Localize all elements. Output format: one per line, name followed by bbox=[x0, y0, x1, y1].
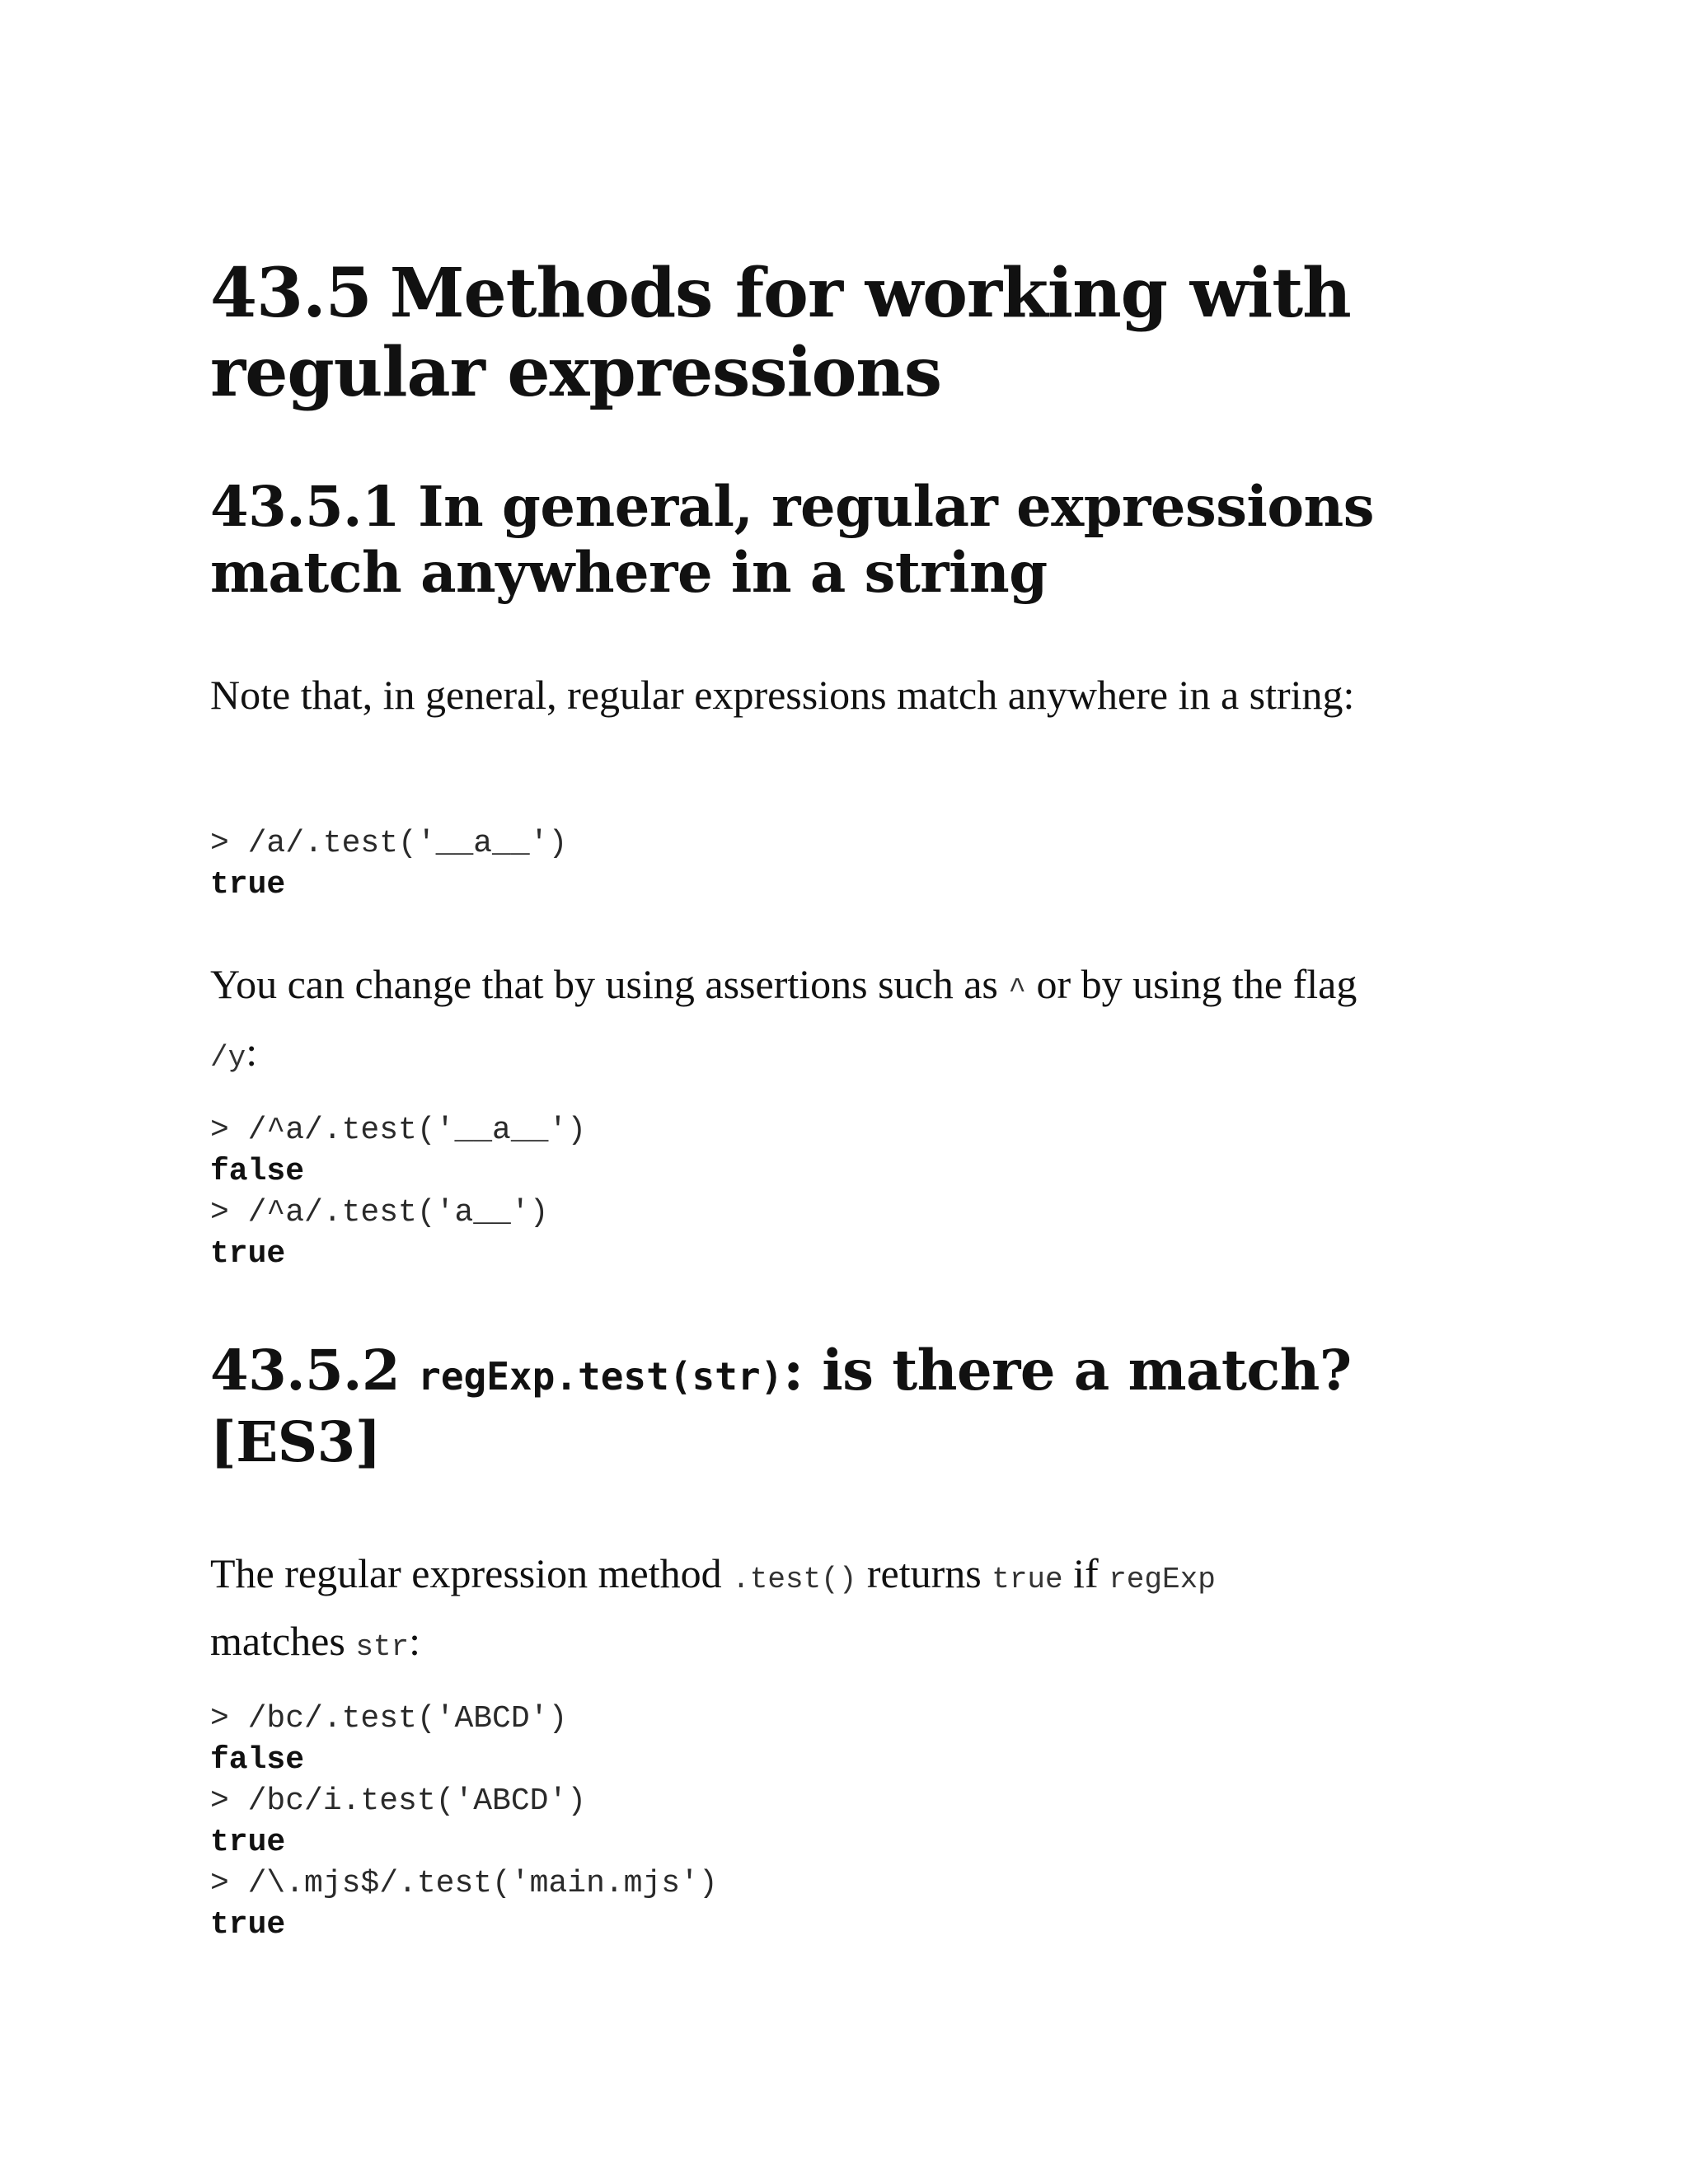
code-result: false bbox=[210, 1742, 305, 1778]
inline-code-caret: ^ bbox=[1008, 973, 1026, 1007]
code-result: false bbox=[210, 1154, 305, 1189]
subsection-2-title-rest: : is there a match? bbox=[783, 1338, 1352, 1403]
section-title-line2: regular expressions bbox=[210, 333, 942, 412]
paragraph-text: or by using the flag bbox=[1036, 961, 1357, 1007]
subsection-1-title-line2: match anywhere in a string bbox=[210, 540, 1048, 605]
subsection-2-title-code: regExp.test(str) bbox=[418, 1354, 784, 1399]
code-result: true bbox=[210, 1236, 286, 1272]
subsection-1-title-line1: In general, regular expressions bbox=[418, 474, 1374, 539]
code-line: > /bc/.test('ABCD') bbox=[210, 1701, 568, 1736]
section-number: 43.5 bbox=[210, 254, 372, 333]
code-block-2 bbox=[210, 1110, 586, 1275]
subsection-2-title-line2: [ES3] bbox=[210, 1409, 381, 1474]
code-line: > /^a/.test('__a__') bbox=[210, 1113, 587, 1148]
paragraph-match-anywhere: Note that, in general, regular expressions match anywhere in a string: bbox=[210, 672, 1355, 718]
paragraph-text: You can change that by using assertions such as bbox=[210, 961, 998, 1007]
subsection-2-number: 43.5.2 bbox=[210, 1338, 401, 1403]
paragraph-assertions bbox=[210, 954, 1496, 1089]
section-heading bbox=[210, 254, 1496, 412]
code-result: true bbox=[210, 867, 286, 902]
code-line: > /\.mjs$/.test('main.mjs') bbox=[210, 1866, 718, 1901]
paragraph-colon: : bbox=[246, 1029, 258, 1075]
code-line: > /a/.test('__a__') bbox=[210, 826, 568, 861]
inline-code-flag: /y bbox=[210, 1041, 246, 1075]
code-block-3 bbox=[210, 1699, 718, 1946]
paragraph-colon: : bbox=[409, 1618, 421, 1664]
code-line: > /bc/i.test('ABCD') bbox=[210, 1783, 587, 1819]
code-result: true bbox=[210, 1907, 286, 1943]
inline-code-test: .test() bbox=[732, 1563, 857, 1596]
paragraph-test-method bbox=[210, 1543, 1496, 1678]
inline-code-regexp: regExp bbox=[1109, 1563, 1216, 1596]
section-title-line1: Methods for working with bbox=[389, 254, 1351, 333]
paragraph-text: The regular expression method bbox=[210, 1550, 722, 1596]
inline-code-true: true bbox=[992, 1563, 1063, 1596]
subsection-heading-1 bbox=[210, 474, 1496, 606]
code-result: true bbox=[210, 1825, 286, 1860]
subsection-1-number: 43.5.1 bbox=[210, 474, 401, 539]
inline-code-str: str bbox=[355, 1630, 410, 1664]
subsection-heading-2 bbox=[210, 1338, 1496, 1475]
paragraph-text: if bbox=[1073, 1550, 1099, 1596]
code-line: > /^a/.test('a__') bbox=[210, 1195, 549, 1230]
code-block-1 bbox=[210, 823, 567, 906]
paragraph-text: matches bbox=[210, 1618, 345, 1664]
paragraph-text: returns bbox=[866, 1550, 982, 1596]
